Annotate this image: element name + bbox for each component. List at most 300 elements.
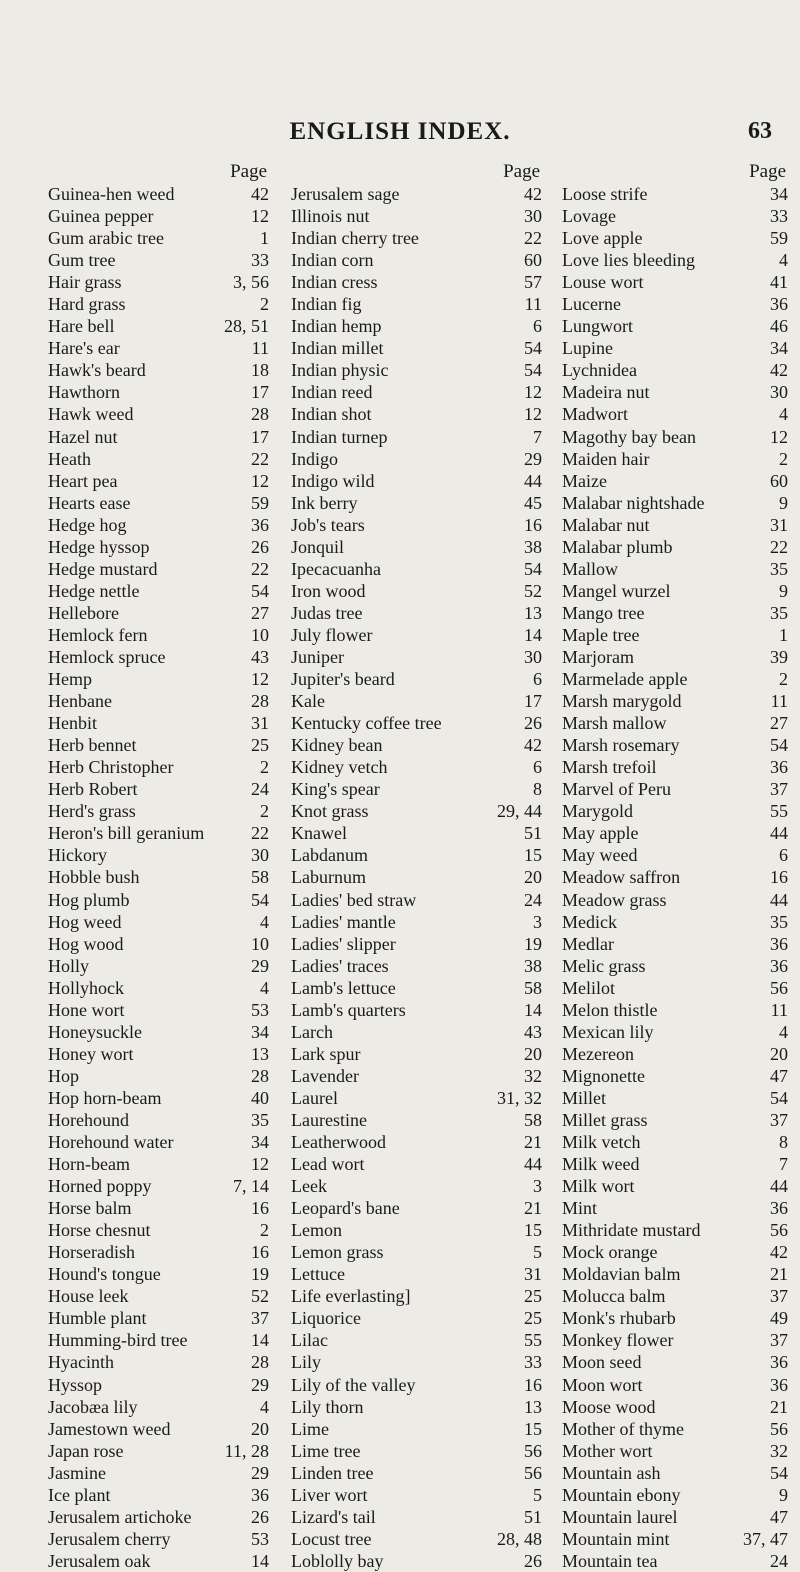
entry-page: 36 (251, 514, 269, 535)
entry-name: Moldavian balm (562, 1264, 681, 1285)
entry-name: Guinea-hen weed (48, 184, 175, 204)
index-entry (562, 1351, 788, 1373)
entry-page: 29, 44 (497, 801, 542, 822)
entry-page: 29 (251, 955, 269, 976)
entry-page: 35 (770, 558, 788, 579)
entry-name: Lily of the valley (291, 1374, 416, 1395)
entry-name: Melilot (562, 977, 615, 998)
entry-page: 2 (779, 448, 788, 469)
index-entry (48, 448, 269, 470)
index-entry (291, 646, 542, 668)
column-page-heading: Page (230, 161, 267, 182)
entry-name: Lead wort (291, 1154, 365, 1175)
entry-name: Jerusalem oak (48, 1550, 151, 1571)
entry-name: Hop horn-beam (48, 1087, 162, 1108)
entry-name: Loose strife (562, 184, 648, 204)
entry-name: Monk's rhubarb (562, 1308, 676, 1329)
entry-page: 56 (524, 1462, 542, 1483)
entry-page: 2 (260, 801, 269, 822)
entry-page: 2 (779, 669, 788, 690)
index-entry (291, 955, 542, 977)
index-entry (562, 1021, 788, 1043)
entry-name: Mint (562, 1198, 598, 1219)
entry-page: 3 (533, 1176, 542, 1197)
entry-page: 20 (524, 1043, 542, 1064)
index-entry (562, 866, 788, 888)
entry-page: 31, 32 (497, 1087, 542, 1108)
page-header (0, 118, 800, 154)
entry-name: Hard grass (48, 294, 126, 315)
entry-name: Kentucky coffee tree (291, 713, 442, 734)
index-entry (48, 271, 269, 293)
entry-name: Hedge hyssop (48, 536, 150, 557)
entry-page: 59 (770, 228, 788, 249)
entry-page: 36 (770, 294, 788, 315)
index-entry (48, 1374, 269, 1396)
entry-name: Moon wort (562, 1374, 643, 1395)
index-entry (562, 1285, 788, 1307)
entry-page: 54 (524, 558, 542, 579)
index-entry (48, 1197, 269, 1219)
entry-name: Horehound water (48, 1132, 174, 1153)
entry-page: 24 (770, 1550, 788, 1571)
entry-page: 21 (524, 1132, 542, 1153)
index-entry (562, 1396, 788, 1418)
index-entry (48, 1109, 269, 1131)
index-entry (562, 1506, 788, 1528)
entry-name: Kidney vetch (291, 757, 388, 778)
entry-page: 4 (779, 250, 788, 271)
entry-page: 44 (770, 823, 788, 844)
entry-name: Hone wort (48, 999, 125, 1020)
entry-name: Hearts ease (48, 492, 131, 513)
index-entry (291, 1197, 542, 1219)
index-entry (291, 1021, 542, 1043)
entry-name: Lavender (291, 1065, 359, 1086)
entry-name: Hemp (48, 669, 92, 690)
entry-page: 34 (251, 1021, 269, 1042)
index-entry (562, 337, 788, 359)
index-entry (562, 492, 788, 514)
entry-page: 57 (524, 272, 542, 293)
entry-page: 17 (251, 426, 269, 447)
entry-page: 54 (524, 338, 542, 359)
index-entry (48, 337, 269, 359)
entry-name: May weed (562, 845, 638, 866)
entry-page: 8 (533, 779, 542, 800)
entry-page: 59 (251, 492, 269, 513)
index-entry (291, 1219, 542, 1241)
index-entry (562, 1087, 788, 1109)
index-entry (48, 1021, 269, 1043)
entry-page: 4 (260, 911, 269, 932)
entry-page: 42 (770, 360, 788, 381)
entry-name: Ladies' bed straw (291, 889, 417, 910)
entry-page: 4 (260, 977, 269, 998)
entry-page: 17 (524, 691, 542, 712)
index-entry (48, 646, 269, 668)
entry-name: Louse wort (562, 272, 644, 293)
index-entry (48, 690, 269, 712)
entry-page: 54 (251, 889, 269, 910)
index-entry (48, 1528, 269, 1550)
index-entry (48, 227, 269, 249)
entry-page: 22 (770, 536, 788, 557)
entry-page: 11 (770, 691, 788, 712)
entry-page: 35 (770, 602, 788, 623)
index-entry (562, 315, 788, 337)
entry-page: 14 (251, 1330, 269, 1351)
entry-page: 7 (533, 426, 542, 447)
entry-name: Horned poppy (48, 1176, 152, 1197)
entry-page: 24 (251, 779, 269, 800)
entry-name: Gum tree (48, 250, 116, 271)
entry-name: Indian shot (291, 404, 372, 425)
entry-name: Hemlock fern (48, 624, 148, 645)
index-entry (291, 227, 542, 249)
entry-name: Marvel of Peru (562, 779, 671, 800)
entry-name: Holly (48, 955, 90, 976)
index-entry (48, 1550, 269, 1572)
entry-page: 58 (524, 1109, 542, 1130)
index-entry (48, 1043, 269, 1065)
entry-page: 22 (251, 823, 269, 844)
index-entry (562, 822, 788, 844)
entry-name: Marjoram (562, 646, 634, 667)
entry-page: 10 (251, 933, 269, 954)
entry-name: Horseradish (48, 1242, 135, 1263)
entry-name: Herd's grass (48, 801, 136, 822)
index-entry (48, 1351, 269, 1373)
entry-name: Indian reed (291, 382, 373, 403)
index-entry (291, 756, 542, 778)
entry-name: Horse chesnut (48, 1220, 151, 1241)
entry-name: Linden tree (291, 1462, 374, 1483)
entry-name: Mountain ebony (562, 1484, 681, 1505)
entry-name: Mexican lily (562, 1021, 654, 1042)
entry-name: Malabar plumb (562, 536, 673, 557)
page-number: 63 (748, 118, 772, 144)
index-entry (291, 999, 542, 1021)
index-entry (562, 1131, 788, 1153)
index-entry (562, 1418, 788, 1440)
entry-name: Hickory (48, 845, 107, 866)
entry-name: Medlar (562, 933, 614, 954)
index-entry (48, 756, 269, 778)
entry-name: Moon seed (562, 1352, 642, 1373)
entry-name: Maiden hair (562, 448, 650, 469)
index-entry (562, 1219, 788, 1241)
entry-page: 35 (251, 1109, 269, 1130)
entry-name: Mallow (562, 558, 618, 579)
entry-page: 13 (251, 1043, 269, 1064)
entry-page: 27 (251, 602, 269, 623)
index-entry (291, 403, 542, 425)
index-entry (562, 1440, 788, 1462)
index-entry (48, 1418, 269, 1440)
entry-page: 21 (770, 1396, 788, 1417)
entry-name: Henbane (48, 691, 112, 712)
entry-page: 56 (770, 1418, 788, 1439)
entry-page: 37, 47 (743, 1528, 788, 1549)
entry-name: Mountain mint (562, 1528, 670, 1549)
entry-page: 28 (251, 1065, 269, 1086)
index-entry (48, 293, 269, 315)
index-entry (291, 602, 542, 624)
index-entry (562, 470, 788, 492)
entry-page: 31 (251, 713, 269, 734)
entry-page: 19 (251, 1264, 269, 1285)
index-entry (48, 1065, 269, 1087)
index-entry (291, 712, 542, 734)
entry-name: Herb Christopher (48, 757, 174, 778)
entry-page: 36 (770, 955, 788, 976)
index-entry (291, 1418, 542, 1440)
index-entry (291, 668, 542, 690)
index-entry (562, 690, 788, 712)
entry-name: Hyssop (48, 1374, 103, 1395)
entry-name: Lucerne (562, 294, 621, 315)
entry-name: Mountain tea (562, 1550, 658, 1571)
entry-name: Hedge nettle (48, 580, 140, 601)
entry-name: Ladies' mantle (291, 911, 396, 932)
entry-name: Marmelade apple (562, 669, 688, 690)
index-entry (291, 778, 542, 800)
index-entry (291, 558, 542, 580)
index-entry (291, 866, 542, 888)
entry-name: Indigo (291, 448, 338, 469)
entry-page: 20 (524, 867, 542, 888)
index-entry (291, 1153, 542, 1175)
entry-page: 16 (524, 514, 542, 535)
entry-name: Mountain ash (562, 1462, 661, 1483)
index-entry (48, 1396, 269, 1418)
entry-name: Life everlasting] (291, 1286, 411, 1307)
index-entry (562, 558, 788, 580)
entry-page: 54 (770, 1087, 788, 1108)
index-entry (48, 205, 269, 227)
index-entry (562, 205, 788, 227)
entry-name: Marsh marygold (562, 691, 682, 712)
index-entry (48, 492, 269, 514)
index-column-2 (291, 161, 542, 1572)
entry-page: 28 (251, 1352, 269, 1373)
entry-name: Ipecacuanha (291, 558, 381, 579)
index-entry (48, 712, 269, 734)
entry-page: 7 (779, 1154, 788, 1175)
entry-page: 55 (524, 1330, 542, 1351)
index-entry (291, 911, 542, 933)
entry-name: Hazel nut (48, 426, 118, 447)
entry-page: 42 (524, 184, 542, 204)
entry-name: Jonquil (291, 536, 345, 557)
index-entry (291, 337, 542, 359)
entry-name: Mock orange (562, 1242, 658, 1263)
entry-name: Jerusalem sage (291, 184, 400, 204)
index-entry (562, 624, 788, 646)
entry-page: 15 (524, 1220, 542, 1241)
entry-name: Mango tree (562, 602, 645, 623)
index-entry (562, 293, 788, 315)
entry-name: Honey wort (48, 1043, 134, 1064)
entry-page: 36 (770, 1374, 788, 1395)
entry-page: 30 (251, 845, 269, 866)
index-entry (562, 183, 788, 205)
entry-page: 54 (524, 360, 542, 381)
index-entry (48, 1506, 269, 1528)
entry-name: Kidney bean (291, 735, 383, 756)
index-entry (291, 977, 542, 999)
entry-page: 11 (524, 294, 542, 315)
entry-page: 3 (533, 911, 542, 932)
entry-name: Heart pea (48, 470, 118, 491)
index-entry (48, 359, 269, 381)
entry-name: Lettuce (291, 1264, 345, 1285)
entry-name: Honeysuckle (48, 1021, 142, 1042)
entry-page: 28, 48 (497, 1528, 542, 1549)
entry-name: Indian corn (291, 250, 374, 271)
index-entry (48, 668, 269, 690)
entry-name: Hog plumb (48, 889, 130, 910)
index-entry (48, 1131, 269, 1153)
index-entry (48, 911, 269, 933)
entry-page: 37 (770, 1286, 788, 1307)
index-entry (291, 293, 542, 315)
entry-page: 16 (770, 867, 788, 888)
entry-page: 26 (251, 1506, 269, 1527)
entry-name: Horn-beam (48, 1154, 130, 1175)
index-entry (291, 1241, 542, 1263)
index-entry (562, 271, 788, 293)
entry-name: Heron's bill geranium (48, 823, 205, 844)
entry-page: 4 (779, 1021, 788, 1042)
index-entry (562, 1065, 788, 1087)
entry-name: Magothy bay bean (562, 426, 696, 447)
entry-page: 44 (524, 470, 542, 491)
index-entry (48, 580, 269, 602)
entry-page: 36 (770, 1198, 788, 1219)
entry-page: 29 (524, 448, 542, 469)
index-entry (48, 558, 269, 580)
entry-name: Jasmine (48, 1462, 106, 1483)
entry-page: 56 (770, 977, 788, 998)
entry-name: Millet grass (562, 1109, 648, 1130)
entry-name: Hobble bush (48, 867, 140, 888)
entry-page: 22 (251, 448, 269, 469)
entry-page: 37 (770, 1109, 788, 1130)
entry-page: 30 (524, 646, 542, 667)
entry-page: 28 (251, 691, 269, 712)
index-column-1 (48, 161, 269, 1572)
index-entry (291, 1307, 542, 1329)
entry-page: 60 (524, 250, 542, 271)
index-entry (291, 1087, 542, 1109)
entry-name: Marsh trefoil (562, 757, 657, 778)
entry-name: Mother of thyme (562, 1418, 684, 1439)
entry-page: 51 (524, 823, 542, 844)
entry-page: 35 (770, 911, 788, 932)
index-entry (291, 536, 542, 558)
entry-name: Maple tree (562, 624, 640, 645)
entry-page: 52 (524, 580, 542, 601)
entry-page: 12 (251, 470, 269, 491)
index-entry (562, 536, 788, 558)
entry-name: Jerusalem artichoke (48, 1506, 192, 1527)
index-entry (291, 1506, 542, 1528)
entry-name: Lizard's tail (291, 1506, 376, 1527)
index-entry (291, 1550, 542, 1572)
index-entry (562, 1241, 788, 1263)
index-entry (562, 403, 788, 425)
entry-page: 6 (533, 757, 542, 778)
entry-name: Hawk's beard (48, 360, 146, 381)
entry-page: 7, 14 (233, 1176, 269, 1197)
index-entry (562, 1484, 788, 1506)
index-entry (562, 977, 788, 999)
index-entry (291, 205, 542, 227)
entry-name: Humble plant (48, 1308, 147, 1329)
entry-name: Horse balm (48, 1198, 132, 1219)
entry-page: 20 (770, 1043, 788, 1064)
index-entry (562, 734, 788, 756)
entry-name: Ice plant (48, 1484, 111, 1505)
entry-name: Mother wort (562, 1440, 653, 1461)
index-entry (562, 800, 788, 822)
entry-name: Mangel wurzel (562, 580, 671, 601)
entry-page: 13 (524, 602, 542, 623)
index-entry (291, 844, 542, 866)
entry-page: 60 (770, 470, 788, 491)
entry-page: 58 (251, 867, 269, 888)
index-entry (48, 889, 269, 911)
entry-page: 16 (524, 1374, 542, 1395)
index-entry (48, 1219, 269, 1241)
entry-page: 26 (524, 1550, 542, 1571)
index-entry (291, 1043, 542, 1065)
index-entry (48, 977, 269, 999)
index-entry (291, 249, 542, 271)
entry-name: Hellebore (48, 602, 119, 623)
index-entry (48, 1462, 269, 1484)
entry-page: 28 (251, 404, 269, 425)
index-entry (291, 800, 542, 822)
entry-name: Malabar nightshade (562, 492, 705, 513)
index-entry (562, 1307, 788, 1329)
entry-page: 32 (524, 1065, 542, 1086)
index-entry (48, 1153, 269, 1175)
entry-name: Ladies' traces (291, 955, 389, 976)
index-entry (48, 1329, 269, 1351)
index-entry (291, 426, 542, 448)
entry-page: 25 (524, 1308, 542, 1329)
entry-name: Leek (291, 1176, 327, 1197)
index-entry (562, 1462, 788, 1484)
index-entry (562, 999, 788, 1021)
entry-name: Lark spur (291, 1043, 361, 1064)
entry-name: Love lies bleeding (562, 250, 695, 271)
entry-page: 52 (251, 1286, 269, 1307)
entry-name: King's spear (291, 779, 380, 800)
entry-page: 34 (770, 184, 788, 204)
entry-name: Lemon grass (291, 1242, 384, 1263)
entry-name: Lungwort (562, 316, 633, 337)
entry-name: Meadow grass (562, 889, 667, 910)
index-entry (48, 822, 269, 844)
entry-name: Herb bennet (48, 735, 137, 756)
entry-name: Lemon (291, 1220, 342, 1241)
entry-page: 42 (524, 735, 542, 756)
entry-page: 9 (779, 580, 788, 601)
